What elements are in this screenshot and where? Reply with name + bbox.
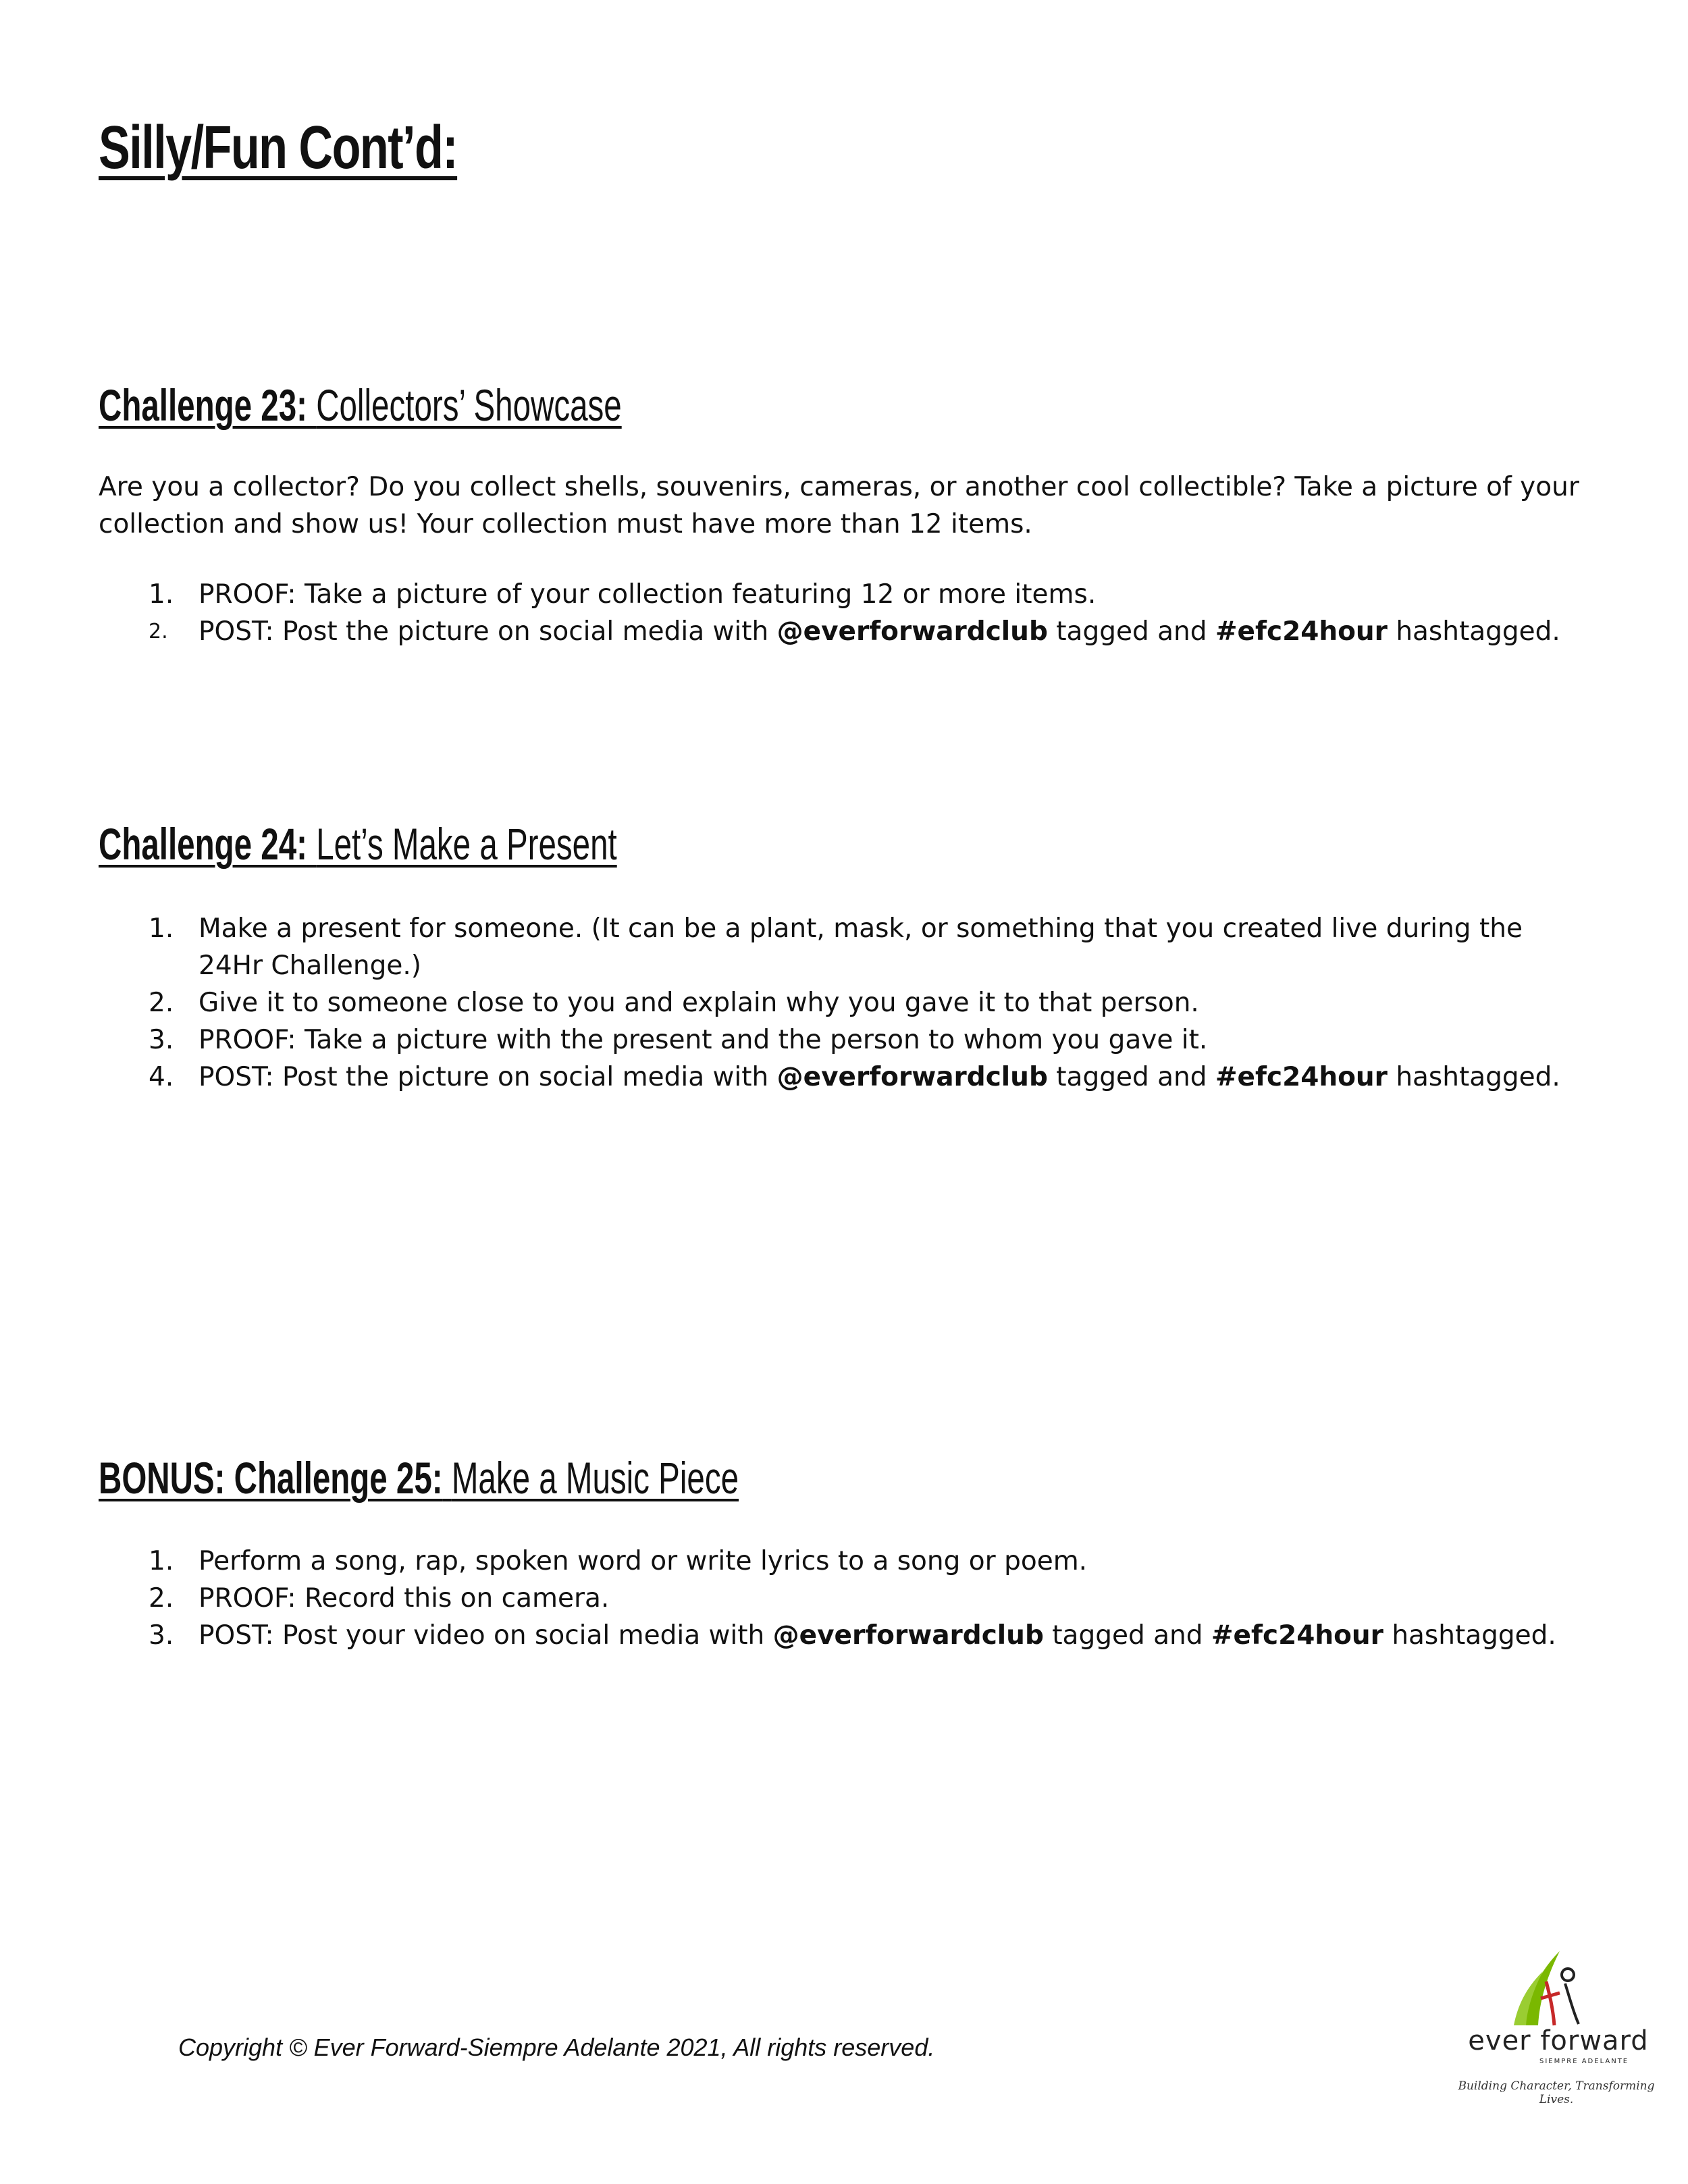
step-text: tagged and (1047, 616, 1215, 647)
step-text: tagged and (1043, 1620, 1211, 1651)
hashtag: #efc24hour (1215, 616, 1388, 647)
step-text: PROOF: Record this on camera. (199, 1583, 610, 1614)
step-text: Give it to someone close to you and explain why you gave it to that person. (199, 988, 1199, 1018)
handle-tag: @everforwardclub (776, 616, 1048, 647)
step-text: POST: Post your video on social media with (199, 1620, 773, 1651)
challenge-25-steps (99, 1543, 1584, 1654)
step-number: 2. (149, 988, 174, 1018)
challenge-23-number: Challenge 23: (99, 380, 307, 430)
step-text: hashtagged. (1383, 1620, 1556, 1651)
hashtag: #efc24hour (1211, 1620, 1383, 1651)
challenge-24-number: Challenge 24: (99, 819, 307, 869)
step-number: 3. (149, 1025, 174, 1055)
challenge-23-heading (99, 378, 622, 432)
challenge-25-number: BONUS: Challenge 25: (99, 1453, 443, 1503)
list-item (99, 1059, 1584, 1096)
challenge-23-steps (99, 576, 1584, 650)
step-number: 4. (149, 1062, 174, 1092)
step-number: 2. (149, 620, 168, 643)
hashtag: #efc24hour (1215, 1062, 1388, 1092)
logo-subtitle: SIEMPRE ADELANTE (1539, 2058, 1629, 2065)
step-number: 3. (149, 1620, 174, 1651)
challenge-24-steps (99, 910, 1584, 1096)
logo-wordmark: ever forward (1468, 2025, 1649, 2056)
step-number: 1. (149, 1546, 174, 1576)
page-title: Silly/Fun Cont’d: (99, 114, 458, 182)
challenge-25-heading (99, 1451, 739, 1505)
handle-tag: @everforwardclub (772, 1620, 1044, 1651)
list-item (99, 1021, 1584, 1059)
step-text: Perform a song, rap, spoken word or write lyrics to a song or poem. (199, 1546, 1088, 1576)
step-text: PROOF: Take a picture with the present and the person to whom you gave it. (199, 1025, 1208, 1055)
step-text: POST: Post the picture on social media with (199, 1062, 777, 1092)
challenge-23-name: Collectors’ Showcase (316, 380, 622, 430)
step-text: tagged and (1047, 1062, 1215, 1092)
step-text: hashtagged. (1387, 616, 1560, 647)
figures-icon (1506, 1944, 1587, 2032)
logo-tagline: Building Character, Transforming Lives. (1458, 2079, 1655, 2106)
step-text: PROOF: Take a picture of your collection featuring 12 or more items. (199, 579, 1097, 610)
challenge-23-description: Are you a collector? Do you collect shells, souvenirs, cameras, or another cool collectible? Take a picture of your collection and show us! Your collection must have more than 12 items. (99, 472, 1579, 539)
step-number: 2. (149, 1583, 174, 1614)
step-text: POST: Post the picture on social media with (199, 616, 777, 647)
list-item (99, 576, 1584, 613)
step-number: 1. (149, 913, 174, 944)
ever-forward-logo (1431, 1944, 1654, 2106)
list-item (99, 613, 1584, 650)
challenge-24-heading (99, 817, 617, 871)
list-item (99, 1580, 1584, 1617)
step-text: Make a present for someone. (It can be a plant, mask, or something that you created live during the 24Hr Challenge.) (199, 913, 1523, 981)
challenge-24-name: Let’s Make a Present (316, 819, 617, 869)
step-text: hashtagged. (1387, 1062, 1560, 1092)
list-item (99, 984, 1584, 1021)
list-item (99, 1617, 1584, 1654)
list-item (99, 1543, 1584, 1580)
step-number: 1. (149, 579, 174, 610)
challenge-25-name: Make a Music Piece (451, 1453, 739, 1503)
handle-tag: @everforwardclub (776, 1062, 1048, 1092)
copyright-notice: Copyright © Ever Forward-Siempre Adelante 2021, All rights reserved. (178, 2033, 935, 2061)
list-item (99, 910, 1584, 984)
